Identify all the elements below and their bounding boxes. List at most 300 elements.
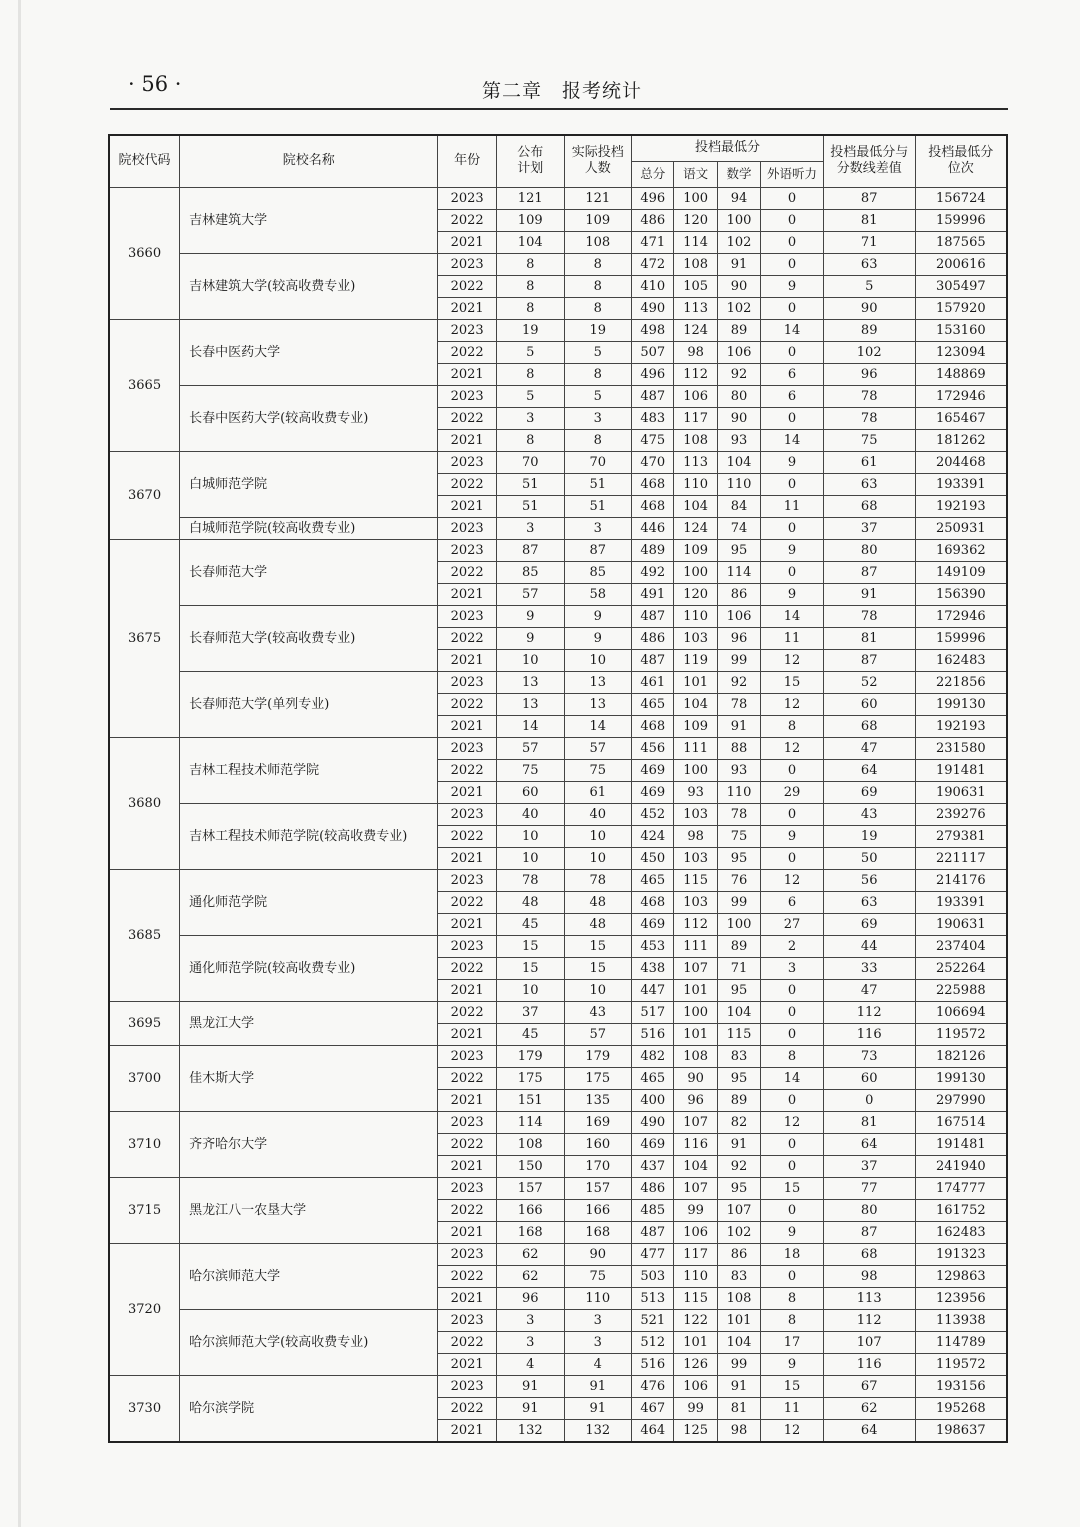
cell-chinese: 113	[674, 451, 717, 473]
col-header-rank-text: 投档最低分位次	[928, 145, 994, 177]
cell-math: 100	[717, 913, 760, 935]
cell-plan: 62	[496, 1265, 564, 1287]
table-row	[109, 1177, 1007, 1199]
cell-rank: 161752	[915, 1199, 1007, 1221]
cell-year: 2021	[438, 715, 497, 737]
cell-diff: 0	[823, 1089, 915, 1111]
cell-total: 465	[632, 693, 674, 715]
cell-plan: 40	[496, 803, 564, 825]
cell-actual: 43	[564, 1001, 632, 1023]
cell-plan: 3	[496, 1309, 564, 1331]
cell-rank: 190631	[915, 913, 1007, 935]
cell-actual: 3	[564, 1331, 632, 1353]
cell-listening: 0	[761, 209, 824, 231]
cell-actual: 157	[564, 1177, 632, 1199]
cell-year: 2022	[438, 473, 497, 495]
cell-actual: 57	[564, 1023, 632, 1045]
cell-year: 2023	[438, 539, 497, 561]
cell-year: 2022	[438, 1133, 497, 1155]
cell-plan: 157	[496, 1177, 564, 1199]
cell-diff: 87	[823, 187, 915, 209]
cell-chinese: 103	[674, 627, 717, 649]
cell-diff: 60	[823, 1067, 915, 1089]
cell-listening: 15	[761, 671, 824, 693]
cell-plan: 13	[496, 693, 564, 715]
cell-total: 438	[632, 957, 674, 979]
cell-year: 2023	[438, 319, 497, 341]
cell-rank: 204468	[915, 451, 1007, 473]
school-code: 3710	[109, 1111, 180, 1177]
cell-year: 2023	[438, 1243, 497, 1265]
cell-diff: 63	[823, 473, 915, 495]
cell-math: 99	[717, 649, 760, 671]
cell-chinese: 110	[674, 605, 717, 627]
cell-plan: 8	[496, 429, 564, 451]
cell-plan: 3	[496, 517, 564, 539]
cell-chinese: 99	[674, 1397, 717, 1419]
cell-total: 468	[632, 495, 674, 517]
school-name: 吉林工程技术师范学院	[180, 737, 438, 803]
cell-actual: 13	[564, 693, 632, 715]
cell-listening: 0	[761, 1155, 824, 1177]
cell-total: 491	[632, 583, 674, 605]
cell-listening: 12	[761, 693, 824, 715]
cell-rank: 239276	[915, 803, 1007, 825]
cell-year: 2021	[438, 1353, 497, 1375]
cell-diff: 81	[823, 209, 915, 231]
cell-chinese: 101	[674, 671, 717, 693]
cell-listening: 14	[761, 1067, 824, 1089]
cell-diff: 68	[823, 495, 915, 517]
cell-actual: 108	[564, 231, 632, 253]
cell-total: 447	[632, 979, 674, 1001]
school-name: 白城师范学院(较高收费专业)	[180, 517, 438, 539]
cell-math: 92	[717, 1155, 760, 1177]
cell-chinese: 109	[674, 539, 717, 561]
cell-actual: 51	[564, 495, 632, 517]
cell-plan: 75	[496, 759, 564, 781]
cell-chinese: 100	[674, 561, 717, 583]
cell-listening: 27	[761, 913, 824, 935]
cell-chinese: 105	[674, 275, 717, 297]
cell-actual: 109	[564, 209, 632, 231]
cell-listening: 0	[761, 231, 824, 253]
school-code: 3660	[109, 187, 180, 319]
cell-math: 91	[717, 715, 760, 737]
cell-listening: 0	[761, 759, 824, 781]
cell-actual: 19	[564, 319, 632, 341]
cell-diff: 47	[823, 737, 915, 759]
table-body	[109, 187, 1007, 1442]
cell-math: 95	[717, 1177, 760, 1199]
cell-year: 2022	[438, 957, 497, 979]
cell-plan: 96	[496, 1287, 564, 1309]
cell-year: 2022	[438, 1331, 497, 1353]
school-name: 佳木斯大学	[180, 1045, 438, 1111]
cell-actual: 9	[564, 605, 632, 627]
school-name: 长春中医药大学	[180, 319, 438, 385]
cell-math: 89	[717, 935, 760, 957]
school-name: 齐齐哈尔大学	[180, 1111, 438, 1177]
school-name: 通化师范学院(较高收费专业)	[180, 935, 438, 1001]
cell-math: 80	[717, 385, 760, 407]
cell-listening: 0	[761, 847, 824, 869]
cell-rank: 159996	[915, 209, 1007, 231]
cell-total: 486	[632, 1177, 674, 1199]
cell-total: 521	[632, 1309, 674, 1331]
cell-actual: 91	[564, 1397, 632, 1419]
cell-actual: 75	[564, 1265, 632, 1287]
cell-listening: 9	[761, 275, 824, 297]
cell-year: 2023	[438, 187, 497, 209]
cell-diff: 91	[823, 583, 915, 605]
cell-plan: 15	[496, 935, 564, 957]
cell-year: 2023	[438, 935, 497, 957]
cell-diff: 77	[823, 1177, 915, 1199]
cell-chinese: 107	[674, 1177, 717, 1199]
cell-year: 2023	[438, 253, 497, 275]
school-code: 3685	[109, 869, 180, 1001]
cell-rank: 193391	[915, 473, 1007, 495]
cell-rank: 214176	[915, 869, 1007, 891]
table-row	[109, 319, 1007, 341]
cell-total: 487	[632, 385, 674, 407]
cell-actual: 51	[564, 473, 632, 495]
cell-math: 94	[717, 187, 760, 209]
cell-total: 496	[632, 187, 674, 209]
table-row	[109, 1111, 1007, 1133]
col-header-listening: 外语听力	[761, 161, 824, 187]
cell-actual: 8	[564, 275, 632, 297]
cell-math: 71	[717, 957, 760, 979]
cell-plan: 4	[496, 1353, 564, 1375]
cell-math: 90	[717, 407, 760, 429]
cell-plan: 3	[496, 407, 564, 429]
cell-total: 465	[632, 1067, 674, 1089]
table-row	[109, 935, 1007, 957]
cell-total: 498	[632, 319, 674, 341]
cell-diff: 63	[823, 253, 915, 275]
cell-year: 2021	[438, 583, 497, 605]
cell-total: 487	[632, 605, 674, 627]
cell-plan: 91	[496, 1375, 564, 1397]
cell-year: 2023	[438, 517, 497, 539]
cell-rank: 119572	[915, 1023, 1007, 1045]
cell-year: 2021	[438, 429, 497, 451]
cell-listening: 9	[761, 539, 824, 561]
cell-rank: 123094	[915, 341, 1007, 363]
cell-chinese: 111	[674, 737, 717, 759]
cell-math: 99	[717, 1353, 760, 1375]
cell-diff: 98	[823, 1265, 915, 1287]
cell-diff: 71	[823, 231, 915, 253]
cell-rank: 114789	[915, 1331, 1007, 1353]
cell-total: 507	[632, 341, 674, 363]
cell-total: 516	[632, 1023, 674, 1045]
cell-actual: 48	[564, 913, 632, 935]
cell-actual: 10	[564, 825, 632, 847]
cell-listening: 9	[761, 1221, 824, 1243]
cell-total: 472	[632, 253, 674, 275]
cell-plan: 8	[496, 253, 564, 275]
cell-actual: 91	[564, 1375, 632, 1397]
cell-rank: 191323	[915, 1243, 1007, 1265]
cell-chinese: 101	[674, 1023, 717, 1045]
cell-chinese: 106	[674, 1375, 717, 1397]
col-header-diff-text: 投档最低分与分数线差值	[830, 145, 909, 177]
cell-actual: 166	[564, 1199, 632, 1221]
cell-total: 485	[632, 1199, 674, 1221]
school-name: 长春师范大学(较高收费专业)	[180, 605, 438, 671]
col-header-plan-text: 公布计划	[517, 145, 544, 177]
cell-listening: 0	[761, 1199, 824, 1221]
cell-total: 516	[632, 1353, 674, 1375]
cell-listening: 8	[761, 715, 824, 737]
cell-rank: 119572	[915, 1353, 1007, 1375]
cell-listening: 11	[761, 1397, 824, 1419]
cell-total: 487	[632, 1221, 674, 1243]
cell-plan: 150	[496, 1155, 564, 1177]
cell-actual: 90	[564, 1243, 632, 1265]
cell-actual: 10	[564, 649, 632, 671]
cell-year: 2023	[438, 671, 497, 693]
cell-total: 487	[632, 649, 674, 671]
cell-rank: 199130	[915, 693, 1007, 715]
cell-total: 469	[632, 759, 674, 781]
cell-plan: 19	[496, 319, 564, 341]
cell-rank: 252264	[915, 957, 1007, 979]
cell-plan: 151	[496, 1089, 564, 1111]
cell-actual: 8	[564, 253, 632, 275]
cell-total: 469	[632, 913, 674, 935]
cell-plan: 15	[496, 957, 564, 979]
cell-listening: 0	[761, 1089, 824, 1111]
cell-math: 106	[717, 341, 760, 363]
cell-diff: 87	[823, 649, 915, 671]
cell-diff: 37	[823, 1155, 915, 1177]
cell-math: 74	[717, 517, 760, 539]
cell-year: 2023	[438, 1309, 497, 1331]
cell-math: 95	[717, 979, 760, 1001]
cell-total: 456	[632, 737, 674, 759]
cell-chinese: 98	[674, 825, 717, 847]
cell-year: 2022	[438, 825, 497, 847]
cell-rank: 169362	[915, 539, 1007, 561]
cell-plan: 10	[496, 649, 564, 671]
cell-actual: 40	[564, 803, 632, 825]
cell-diff: 69	[823, 913, 915, 935]
cell-chinese: 101	[674, 1331, 717, 1353]
cell-plan: 57	[496, 583, 564, 605]
cell-math: 102	[717, 1221, 760, 1243]
cell-plan: 45	[496, 1023, 564, 1045]
cell-math: 89	[717, 319, 760, 341]
cell-rank: 200616	[915, 253, 1007, 275]
cell-chinese: 107	[674, 1111, 717, 1133]
cell-diff: 52	[823, 671, 915, 693]
cell-chinese: 104	[674, 495, 717, 517]
cell-listening: 9	[761, 583, 824, 605]
cell-actual: 70	[564, 451, 632, 473]
cell-total: 469	[632, 781, 674, 803]
table-row	[109, 869, 1007, 891]
cell-diff: 78	[823, 407, 915, 429]
cell-actual: 14	[564, 715, 632, 737]
cell-actual: 85	[564, 561, 632, 583]
school-name: 长春师范大学(单列专业)	[180, 671, 438, 737]
cell-total: 489	[632, 539, 674, 561]
table-row	[109, 671, 1007, 693]
cell-chinese: 117	[674, 1243, 717, 1265]
cell-plan: 108	[496, 1133, 564, 1155]
cell-chinese: 103	[674, 847, 717, 869]
cell-math: 75	[717, 825, 760, 847]
cell-diff: 56	[823, 869, 915, 891]
cell-listening: 0	[761, 803, 824, 825]
cell-plan: 91	[496, 1397, 564, 1419]
cell-plan: 175	[496, 1067, 564, 1089]
school-name: 长春中医药大学(较高收费专业)	[180, 385, 438, 451]
cell-listening: 0	[761, 473, 824, 495]
cell-math: 82	[717, 1111, 760, 1133]
cell-diff: 19	[823, 825, 915, 847]
cell-plan: 3	[496, 1331, 564, 1353]
cell-math: 92	[717, 671, 760, 693]
cell-actual: 170	[564, 1155, 632, 1177]
cell-diff: 68	[823, 715, 915, 737]
cell-chinese: 114	[674, 231, 717, 253]
cell-rank: 221856	[915, 671, 1007, 693]
cell-total: 486	[632, 209, 674, 231]
cell-rank: 187565	[915, 231, 1007, 253]
cell-diff: 87	[823, 561, 915, 583]
cell-diff: 78	[823, 385, 915, 407]
cell-math: 92	[717, 363, 760, 385]
cell-diff: 102	[823, 341, 915, 363]
cell-math: 89	[717, 1089, 760, 1111]
cell-diff: 112	[823, 1309, 915, 1331]
cell-total: 469	[632, 1133, 674, 1155]
cell-actual: 168	[564, 1221, 632, 1243]
cell-rank: 198637	[915, 1419, 1007, 1442]
cell-total: 496	[632, 363, 674, 385]
school-code: 3700	[109, 1045, 180, 1111]
cell-rank: 159996	[915, 627, 1007, 649]
cell-math: 108	[717, 1287, 760, 1309]
cell-math: 115	[717, 1023, 760, 1045]
cell-chinese: 125	[674, 1419, 717, 1442]
cell-year: 2022	[438, 1199, 497, 1221]
cell-chinese: 116	[674, 1133, 717, 1155]
cell-chinese: 112	[674, 913, 717, 935]
cell-listening: 11	[761, 495, 824, 517]
school-name: 哈尔滨师范大学	[180, 1243, 438, 1309]
cell-chinese: 103	[674, 891, 717, 913]
col-header-year: 年份	[438, 135, 497, 187]
school-name: 哈尔滨师范大学(较高收费专业)	[180, 1309, 438, 1375]
cell-year: 2023	[438, 1177, 497, 1199]
admission-statistics-table	[108, 134, 1008, 1443]
col-header-name: 院校名称	[180, 135, 438, 187]
table-row	[109, 737, 1007, 759]
cell-listening: 12	[761, 1419, 824, 1442]
school-code: 3715	[109, 1177, 180, 1243]
cell-diff: 69	[823, 781, 915, 803]
cell-plan: 10	[496, 979, 564, 1001]
cell-listening: 0	[761, 517, 824, 539]
cell-math: 96	[717, 627, 760, 649]
cell-actual: 8	[564, 297, 632, 319]
cell-actual: 61	[564, 781, 632, 803]
school-name: 长春师范大学	[180, 539, 438, 605]
cell-actual: 160	[564, 1133, 632, 1155]
cell-listening: 15	[761, 1375, 824, 1397]
cell-diff: 80	[823, 539, 915, 561]
cell-total: 503	[632, 1265, 674, 1287]
cell-plan: 62	[496, 1243, 564, 1265]
cell-year: 2021	[438, 649, 497, 671]
cell-listening: 6	[761, 385, 824, 407]
cell-chinese: 122	[674, 1309, 717, 1331]
cell-year: 2021	[438, 363, 497, 385]
cell-chinese: 113	[674, 297, 717, 319]
cell-plan: 13	[496, 671, 564, 693]
cell-math: 83	[717, 1265, 760, 1287]
cell-diff: 96	[823, 363, 915, 385]
cell-listening: 12	[761, 1111, 824, 1133]
cell-plan: 166	[496, 1199, 564, 1221]
cell-rank: 191481	[915, 759, 1007, 781]
cell-chinese: 119	[674, 649, 717, 671]
col-header-math: 数学	[717, 161, 760, 187]
cell-rank: 156390	[915, 583, 1007, 605]
cell-actual: 87	[564, 539, 632, 561]
cell-plan: 10	[496, 825, 564, 847]
table-row	[109, 1375, 1007, 1397]
cell-math: 81	[717, 1397, 760, 1419]
cell-math: 78	[717, 803, 760, 825]
cell-plan: 168	[496, 1221, 564, 1243]
school-name: 白城师范学院	[180, 451, 438, 517]
cell-chinese: 108	[674, 429, 717, 451]
cell-actual: 4	[564, 1353, 632, 1375]
cell-chinese: 98	[674, 341, 717, 363]
page-spine-shadow	[18, 0, 21, 1527]
cell-plan: 87	[496, 539, 564, 561]
col-header-code: 院校代码	[109, 135, 180, 187]
table-header	[109, 135, 1007, 187]
cell-listening: 9	[761, 1353, 824, 1375]
cell-chinese: 101	[674, 979, 717, 1001]
cell-year: 2022	[438, 407, 497, 429]
cell-listening: 0	[761, 1001, 824, 1023]
cell-total: 453	[632, 935, 674, 957]
cell-diff: 75	[823, 429, 915, 451]
cell-year: 2022	[438, 1265, 497, 1287]
col-header-actual-text: 实际投档人数	[571, 145, 624, 177]
cell-rank: 167514	[915, 1111, 1007, 1133]
cell-math: 104	[717, 451, 760, 473]
cell-chinese: 96	[674, 1089, 717, 1111]
cell-diff: 78	[823, 605, 915, 627]
cell-year: 2021	[438, 781, 497, 803]
cell-math: 90	[717, 275, 760, 297]
cell-listening: 0	[761, 979, 824, 1001]
cell-year: 2023	[438, 1375, 497, 1397]
cell-math: 110	[717, 473, 760, 495]
cell-actual: 9	[564, 627, 632, 649]
cell-chinese: 110	[674, 1265, 717, 1287]
